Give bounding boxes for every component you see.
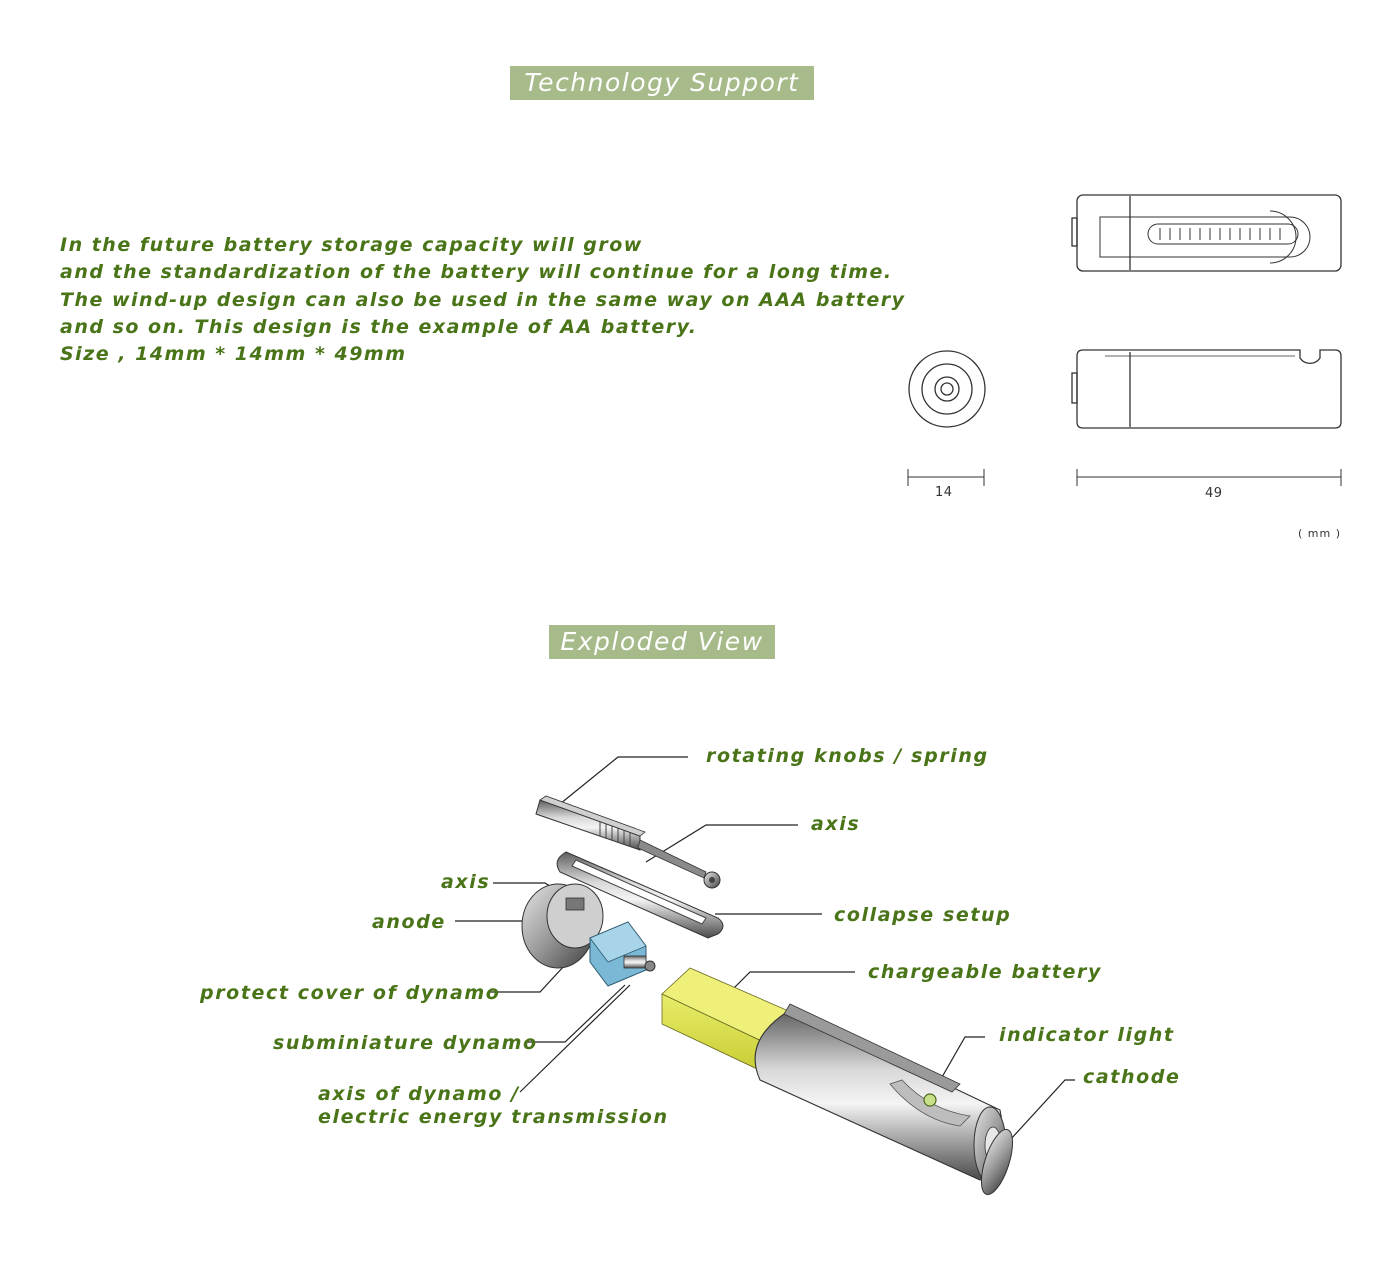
label-rotating-knobs: rotating knobs / spring xyxy=(706,745,989,767)
battery-tube-part xyxy=(755,1004,1006,1183)
unit-label: ( mm ) xyxy=(1298,527,1342,540)
exploded-view-title: Exploded View xyxy=(549,625,775,659)
technology-support-title: Technology Support xyxy=(510,66,814,100)
width-dimension: 14 xyxy=(935,485,953,500)
rotating-knob-part xyxy=(536,796,720,888)
label-axis-top: axis xyxy=(811,813,861,835)
intro-line: The wind-up design can also be used in the same way on AAA battery xyxy=(60,288,906,311)
length-dimension: 49 xyxy=(1205,486,1223,501)
label-axis-of-dynamo-line1: axis of dynamo / xyxy=(318,1083,520,1105)
label-subminiature-dynamo: subminiature dynamo xyxy=(273,1032,538,1054)
intro-line: and the standardization of the battery will continue for a long time. xyxy=(60,261,893,284)
label-axis-of-dynamo-line2: electric energy transmission xyxy=(318,1106,669,1128)
label-axis-left: axis xyxy=(441,871,491,893)
label-indicator-light: indicator light xyxy=(999,1024,1175,1046)
intro-line: and so on. This design is the example of AA battery. xyxy=(60,315,698,338)
intro-line: Size , 14mm * 14mm * 49mm xyxy=(60,343,407,366)
intro-line: In the future battery storage capacity will grow xyxy=(60,234,643,256)
label-chargeable-battery: chargeable battery xyxy=(868,961,1102,983)
label-cathode: cathode xyxy=(1083,1066,1181,1088)
label-collapse-setup: collapse setup xyxy=(834,904,1012,926)
label-protect-cover: protect cover of dynamo xyxy=(200,982,501,1004)
label-anode: anode xyxy=(372,911,446,933)
